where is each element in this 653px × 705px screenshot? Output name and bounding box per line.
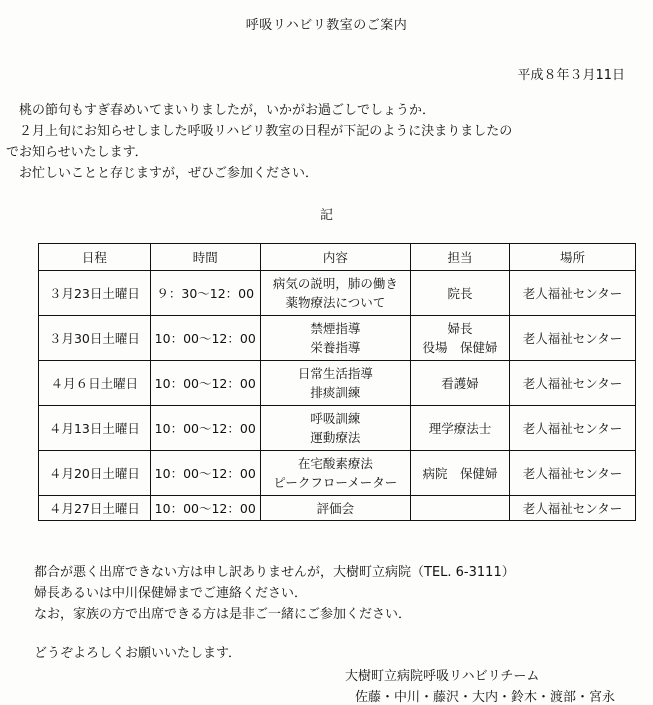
table-header-row bbox=[39, 244, 636, 271]
cell-date: ４月20日土曜日 bbox=[39, 451, 151, 496]
content-line: 日常生活指導 bbox=[297, 366, 373, 381]
cell-time: 10：00～12：00 bbox=[150, 496, 260, 521]
intro-line: お忙しいことと存じますが，ぜひご参加ください． bbox=[6, 166, 319, 181]
cell-date: ４月27日土曜日 bbox=[39, 496, 151, 521]
content-line: 栄養指導 bbox=[310, 340, 361, 355]
cell-time: 10：00～12：00 bbox=[150, 361, 260, 406]
cell-place: 老人福祉センター bbox=[509, 271, 635, 316]
header-place: 場所 bbox=[509, 244, 635, 271]
content-line: 排痰訓練 bbox=[310, 385, 361, 400]
cell-staff bbox=[411, 271, 510, 316]
intro-line: でお知らせいたします． bbox=[6, 145, 148, 160]
cell-time: 10：00～12：00 bbox=[150, 451, 260, 496]
table-row bbox=[39, 271, 636, 316]
content-line: 運動療法 bbox=[310, 430, 361, 445]
footer-line: なお，家族の方で出席できる方は是非ご一緒にご参加ください． bbox=[34, 607, 412, 622]
table-row bbox=[39, 361, 636, 406]
staff-line: 理学療法士 bbox=[428, 420, 492, 436]
ki-heading: 記 bbox=[319, 208, 333, 223]
cell-content bbox=[260, 451, 410, 496]
staff-line: 病院 保健婦 bbox=[422, 465, 498, 481]
schedule-table bbox=[38, 243, 636, 521]
content-line: 在宅酸素療法 bbox=[297, 456, 373, 471]
content-line: 薬物療法について bbox=[285, 295, 386, 310]
cell-staff bbox=[411, 451, 510, 496]
cell-place: 老人福祉センター bbox=[509, 496, 635, 521]
closing-line: どうぞよろしくお願いいたします． bbox=[34, 646, 241, 661]
cell-date: ４月６日土曜日 bbox=[39, 361, 151, 406]
cell-time: 10：00～12：00 bbox=[150, 406, 260, 451]
cell-staff bbox=[411, 361, 510, 406]
cell-staff bbox=[411, 316, 510, 361]
staff-line: 院長 bbox=[447, 285, 473, 301]
staff-line: 婦長 bbox=[447, 321, 473, 336]
cell-date: ３月30日土曜日 bbox=[39, 316, 151, 361]
table-row bbox=[39, 406, 636, 451]
content-line: 呼吸訓練 bbox=[310, 411, 361, 426]
document-date: 平成８年３月11日 bbox=[517, 68, 625, 83]
cell-content bbox=[260, 496, 410, 521]
content-line: ピークフローメーター bbox=[273, 475, 398, 490]
staff-line: 役場 保健婦 bbox=[422, 340, 498, 355]
footer-line: 都合が悪く出席できない方は申し訳ありませんが，大樹町立病院（TEL. 6-3111） bbox=[34, 565, 515, 580]
team-members: 佐藤・中川・藤沢・大内・鈴木・渡部・宮永 bbox=[355, 690, 616, 705]
document-title: 呼吸リハビリ教室のご案内 bbox=[245, 18, 408, 33]
header-date: 日程 bbox=[39, 244, 151, 271]
header-content: 内容 bbox=[260, 244, 410, 271]
header-time: 時間 bbox=[150, 244, 260, 271]
header-staff: 担当 bbox=[411, 244, 510, 271]
cell-place: 老人福祉センター bbox=[509, 361, 635, 406]
intro-paragraph bbox=[6, 100, 636, 184]
content-line: 評価会 bbox=[316, 500, 355, 516]
cell-content bbox=[260, 316, 410, 361]
content-line: 禁煙指導 bbox=[310, 321, 361, 336]
table-row bbox=[39, 316, 636, 361]
cell-place: 老人福祉センター bbox=[509, 406, 635, 451]
cell-place: 老人福祉センター bbox=[509, 316, 635, 361]
footer-paragraph bbox=[34, 562, 634, 625]
content-line: 病気の説明，肺の働き bbox=[272, 276, 398, 291]
staff-line: 看護婦 bbox=[441, 375, 479, 391]
cell-staff bbox=[411, 406, 510, 451]
cell-date: ３月23日土曜日 bbox=[39, 271, 151, 316]
table-row bbox=[39, 451, 636, 496]
team-name: 大樹町立病院呼吸リハビリチーム bbox=[345, 669, 540, 684]
cell-time: ９：30～12：00 bbox=[150, 271, 260, 316]
footer-line: 婦長あるいは中川保健婦までご連絡ください． bbox=[34, 586, 308, 601]
cell-content bbox=[260, 361, 410, 406]
cell-content bbox=[260, 406, 410, 451]
cell-content bbox=[260, 271, 410, 316]
intro-line: 桃の節句もすぎ春めいてまいりましたが，いかがお過ごしでしょうか． bbox=[6, 103, 436, 118]
cell-place: 老人福祉センター bbox=[509, 451, 635, 496]
cell-time: 10：00～12：00 bbox=[150, 316, 260, 361]
cell-date: ４月13日土曜日 bbox=[39, 406, 151, 451]
intro-line: ２月上旬にお知らせしました呼吸リハビリ教室の日程が下記のように決まりましたの bbox=[6, 124, 513, 139]
cell-staff bbox=[411, 496, 510, 521]
table-row bbox=[39, 496, 636, 521]
